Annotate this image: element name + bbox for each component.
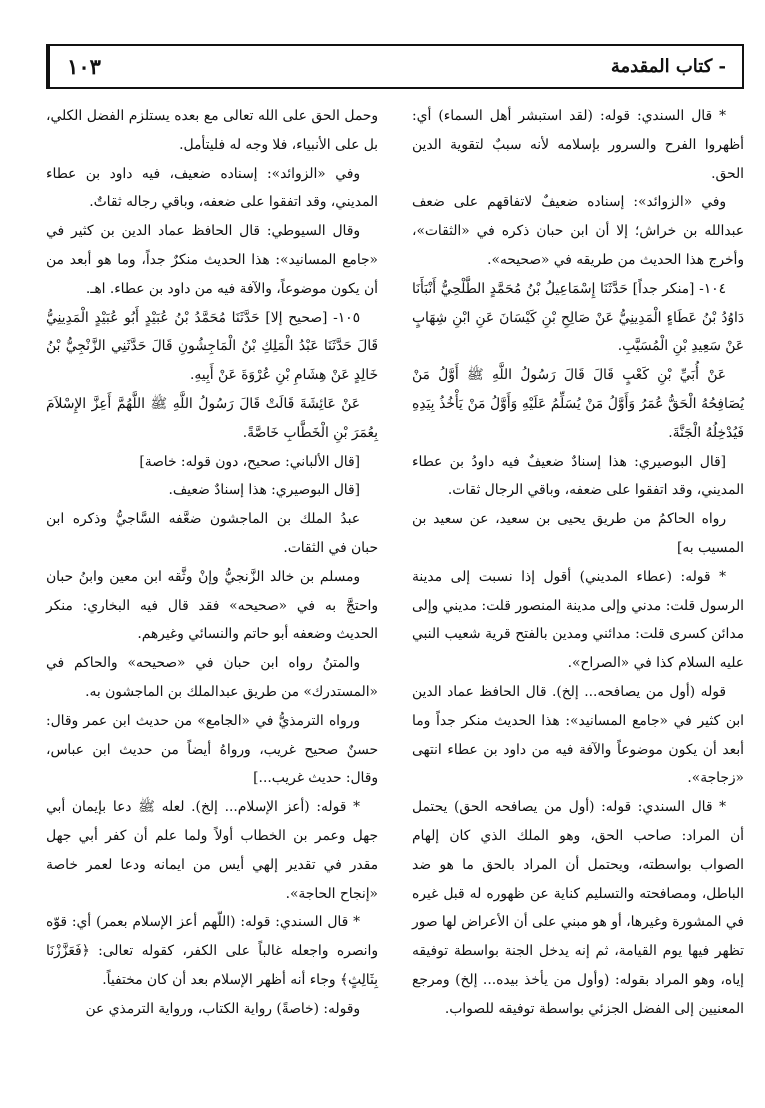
albani-note: [قال الألباني: صحيح، دون قوله: خاصة] [139,453,360,470]
sindi-commentary: * قال السندي: قوله: (أول من يصافحه الحق) يحتمل أن المراد: صاحب الحق، وهو الملك الذي كان إلهام الصواب بواسطته، ويحتمل أن المراد بالحق ما هو ضد الباطل، ومصافحته والتسليم كناية عن ظهوره له قبل غيره في المشورة وغيرها، أو هو مبني على أن الأعراض لها صور تظهر فيها يوم القيامة، ثم إنه يدخل الجنة بواسطة توفيقه إياه، وهو المراد بقوله: (وأول من يأخذ بيده... إلخ) ومرجع المعنيين إلى الفضل الجزئي بواسطة توفيقه للصواب. [412,799,744,1017]
zawaid-note: وفي «الزوائد»: إسناده ضعيف، فيه داود بن عطاء المديني، وقد اتفقوا على ضعفه، وباقي رجاله ثقاتٌ. [46,165,378,211]
matn-note: والمتنُ رواه ابن حبان في «صحيحه» والحاكم في «المستدرك» من طريق عبدالملك بن الماجشون به. [46,655,378,700]
suyuti-note: وقال السيوطي: قال الحافظ عماد الدين بن كثير في «جامع المسانيد»: هذا الحديث منكرٌ جداً، وما هو أبعد من أن يكون موضوعاً، والآفة فيه من داود بن عطاء. اهـ. [46,223,378,297]
page-header [46,44,744,89]
madini-note: * قوله: (عطاء المديني) أقول إذا نسبت إلى مدينة الرسول قلت: مدني وإلى مدينة المنصور قلت: مديني وإلى مدائن كسرى قلت: مدائني ومدين بالفتح قرية شعيب النبي عليه السلام كذا في «الصراح». [412,568,744,672]
continuation-text: وحمل الحق على الله تعالى مع بعده يستلزم الفضل الكلي، بل على الأنبياء، فلا وجه له فليتأمل. [46,108,378,153]
hadith-104-matn: عَنْ أُبَيِّ بْنِ كَعْبٍ قَالَ قَالَ رَسُولُ اللَّهِ ﷺ أَوَّلُ مَنْ يُصَافِحُهُ الْحَقُّ عُمَرُ وَأَوَّلُ مَنْ يُسَلِّمُ عَلَيْهِ وَأَوَّلُ مَنْ يَأْخُذُ بِيَدِهِ فَيُدْخِلُهُ الْجَنَّةَ. [412,367,744,441]
paragraph-zawaid-note: وفي «الزوائد»: إسناده ضعيفٌ لاتفاقهم على ضعف عبدالله بن خراش؛ إلا أن ابن حبان ذكره في «الثقات»، وأخرج هذا الحديث من طريقه في «صحيحه». [412,194,744,268]
hakim-note: رواه الحاكمُ من طريق يحيى بن سعيد، عن سعيد بن المسيب به] [412,511,744,556]
hadith-104-isnad: ١٠٤- [منكر جداً] حَدَّثَنَا إِسْمَاعِيلُ بْنُ مُحَمَّدٍ الطَّلْحِيُّ أَنْبَأَنَا دَاوُدُ بْنُ عَطَاءٍ الْمَدِينِيُّ عَنْ صَالِحِ بْنِ كَيْسَانَ عَنِ ابْنِ شِهَابٍ عَنْ سَعِيدِ بْنِ الْمُسَيَّبِ. [412,280,744,355]
left-column [46,102,378,1024]
book-page [46,44,744,1094]
paragraph-sindi-note: * قال السندي: قوله: (لقد استبشر أهل السماء) أي: أظهروا الفرح والسرور بإسلامه لأنه سببٌ لتقوية الدين الحق. [412,108,744,182]
zanji-note: ومسلم بن خالد الزَّنجيُّ وإنْ وثَّقه ابن معين وابنُ حبان واحتجَّ به في «صحيحه» فقد قال فيه البخاري: منكر الحديث وضعفه أبو حاتم والنسائي وغيرهم. [46,568,378,643]
running-title: - كتاب المقدمة [610,56,726,77]
ibn-kathir-note: قوله (أول من يصافحه... إلخ). قال الحافظ عماد الدين ابن كثير في «جامع المسانيد»: هذا الحديث منكر جداً وما أبعد أن يكون موضوعاً والآفة فيه من داود بن عطاء انتهى «زجاجة». [412,683,744,787]
majishun-note: عبدُ الملك بن الماجشون ضعَّفه السَّاجيُّ وذكره ابن حبان في الثقات. [46,511,378,556]
hadith-105-isnad: ١٠٥- [صحيح إلا] حَدَّثَنَا مُحَمَّدُ بْنُ عُبَيْدٍ أَبُو عُبَيْدٍ الْمَدِينِيُّ قَالَ حَدَّثَنَا عَبْدُ الْمَلِكِ بْنُ الْمَاجِشُونِ قَالَ حَدَّثَنِي الزَّنْجِيُّ بْنُ خَالِدٍ عَنْ هِشَامِ بْنِ عُرْوَةَ عَنْ أَبِيهِ. [46,309,378,384]
tirmidhi-note: ورواه الترمذيُّ في «الجامع» من حديث ابن عمر وقال: حسنٌ صحيح غريب، ورواهُ أيضاً من حديث ابن عباس، وقال: حديث غريب...] [46,712,378,787]
hadith-105-matn: عَنْ عَائِشَةَ قَالَتْ قَالَ رَسُولُ اللَّهِ ﷺ اللَّهُمَّ أَعِزَّ الإِسْلاَمَ بِعُمَرَ بْنِ الْخَطَّابِ خَاصَّةً. [46,395,378,441]
sindi-commentary: * قال السندي: قوله: (اللّهم أعز الإسلام بعمر) أي: قوّه وانصره واجعله غالباً على الكفر، كقوله تعالى: ﴿فَعَزَّزْنَا بِثَالِثٍ﴾ وجاء أنه أظهر الإسلام بعد أن كان مختفياً. [46,914,378,988]
page-number: ١٠٣ [48,46,118,87]
busiri-note: [قال البوصيري: هذا إسنادٌ ضعيفٌ فيه داودُ بن عطاء المديني، وقد اتفقوا على ضعفه، وباقي الرجال ثقات. [412,453,744,499]
khassa-note: وقوله: (خاصةً) رواية الكتاب، ورواية الترمذي عن [85,1000,360,1017]
injah-note: * قوله: (أعز الإسلام... إلخ). لعله ﷺ دعا بإيمان أبي جهل وعمر بن الخطاب أولاً ولما علم أن كفر أبي جهل مقدر في تقدير إلهي أيس من ايمانه ودعا لعمر خاصة «إنجاح الحاجة». [46,799,378,902]
right-column [412,102,744,1024]
busiri-note: [قال البوصيري: هذا إسنادٌ ضعيف. [168,482,360,499]
